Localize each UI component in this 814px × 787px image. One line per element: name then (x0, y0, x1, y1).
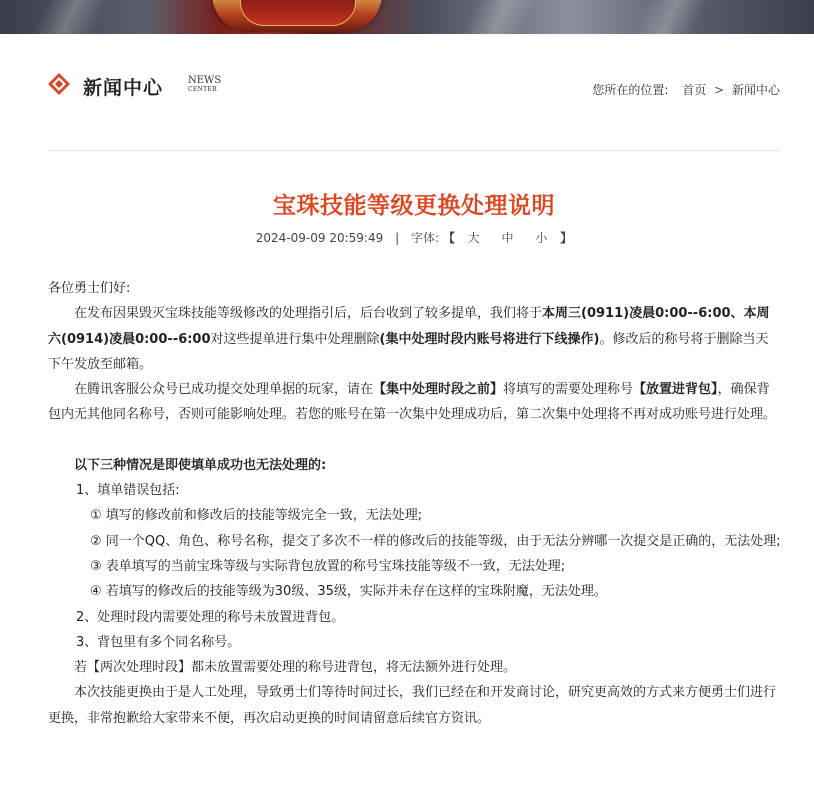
top-banner (0, 0, 814, 34)
article-meta (48, 229, 780, 246)
article-datetime: 2024-09-09 20:59:49 (255, 231, 384, 245)
breadcrumb (592, 81, 780, 98)
cases-heading: 以下三种情况是即使填单成功也无法处理的: (74, 457, 327, 473)
breadcrumb-separator: > (714, 83, 725, 97)
meta-separator: | (395, 231, 400, 245)
list-item: 1、填单错误包括: (76, 483, 180, 499)
banner-emblem (212, 0, 382, 32)
apology-paragraph: 本次技能更换由于是人工处理，导致勇士们等待时间过长，我们已经在和开发商讨论，研究更高效的方式来方便勇士们进行更换，非常抱歉给大家带来不便，再次启动更换的时间请留意后续官方资讯。 (48, 685, 777, 726)
list-subitem: ① 填写的修改前和修改后的技能等级完全一致，无法处理; (90, 508, 423, 524)
list-item: 2、处理时段内需要处理的称号未放置进背包。 (76, 609, 345, 625)
p1-text-e: 。修改后的称号将于删除当天下午发放至邮箱。 (48, 331, 769, 372)
page-header (48, 68, 780, 108)
banner-emblem-inner (240, 0, 356, 26)
font-size-large-button[interactable]: 大 (467, 231, 480, 245)
p2-backpack-bold: 【放置进背包】 (633, 382, 718, 398)
section-title: 新闻中心 (83, 77, 164, 99)
breadcrumb-home-link[interactable]: 首页 (682, 83, 707, 97)
p2-period-bold: 【集中处理时段之前】 (373, 382, 504, 398)
section-title-en (188, 76, 221, 94)
instruction-paragraph (48, 377, 781, 428)
spacer (48, 428, 781, 453)
news-logo-icon (48, 73, 70, 95)
note-paragraph: 若【两次处理时段】都未放置需要处理的称号进背包，将无法额外进行处理。 (74, 660, 517, 676)
font-size-bracket-open: 【 (442, 231, 455, 245)
p1-offline-bold: (集中处理时段内账号将进行下线操作) (379, 331, 600, 347)
p2-text-c: 将填写的需要处理称号 (503, 382, 634, 398)
p1-text-a: 在发布因果毁灭宝珠技能等级修改的处理指引后，后台收到了较多提单，我们将于 (74, 306, 543, 322)
font-size-small-button[interactable]: 小 (535, 231, 548, 245)
banner-streak (32, 0, 108, 34)
banner-streak (462, 0, 538, 34)
list-item: 3、背包里有多个同名称号。 (76, 634, 241, 650)
section-title-en-line2: CENTER (188, 86, 217, 93)
p2-text-a: 在腾讯客服公众号已成功提交处理单据的玩家，请在 (74, 382, 374, 398)
font-size-bracket-close: 】 (560, 231, 573, 245)
breadcrumb-current-link[interactable]: 新闻中心 (731, 83, 780, 97)
font-size-label: 字体: (410, 231, 439, 245)
banner-streak (632, 0, 708, 34)
list-subitem: ③ 表单填写的当前宝珠等级与实际背包放置的称号宝珠技能等级不一致，无法处理; (90, 558, 566, 574)
breadcrumb-prefix: 您所在的位置: (592, 83, 669, 97)
schedule-paragraph (48, 301, 781, 377)
section-title-en-line1: NEWS (188, 75, 222, 86)
list-subitem: ② 同一个QQ、角色、称号名称，提交了多次不一样的修改后的技能等级，由于无法分辨哪一次提交是正确的，无法处理; (90, 533, 781, 549)
p1-schedule-bold: 本周三(0911)凌晨0:00--6:00、本周六(0914)凌晨0:00--6:00 (48, 306, 770, 347)
article-title: 宝珠技能等级更换处理说明 (273, 193, 555, 219)
list-subitem: ④ 若填写的修改后的技能等级为30级、35级，实际并未存在这样的宝珠附魔，无法处理。 (90, 584, 607, 600)
font-size-medium-button[interactable]: 中 (501, 231, 514, 245)
p2-text-e: ，确保背包内无其他同名称号，否则可能影响处理。若您的账号在第一次集中处理成功后，第二次集中处理将不再对成功账号进行处理。 (48, 382, 777, 423)
greeting-paragraph: 各位勇士们好: (48, 281, 131, 296)
p1-text-c: 对这些提单进行集中处理删除 (210, 331, 380, 347)
header-divider (48, 150, 780, 151)
article-body (48, 276, 781, 731)
